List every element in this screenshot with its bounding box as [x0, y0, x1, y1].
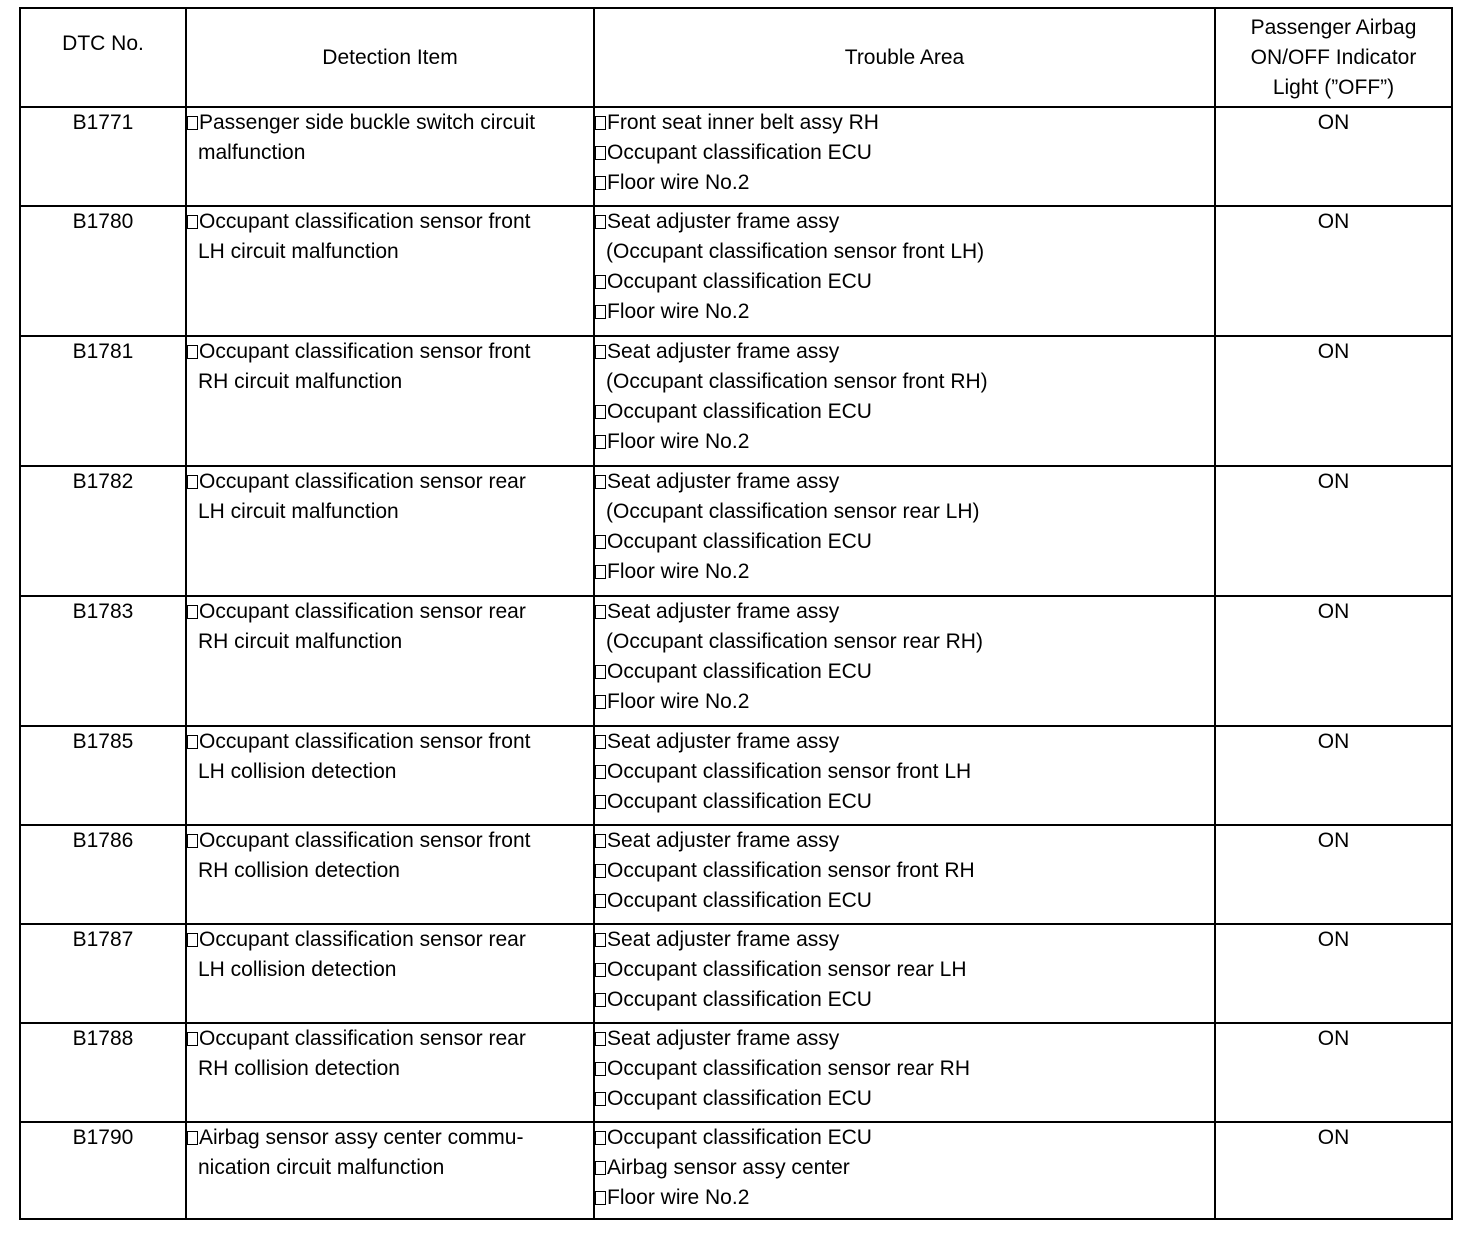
- detection-item-cell: [186, 825, 594, 924]
- trouble-area-text: Occupant classification ECU: [607, 790, 872, 813]
- header-row: [20, 8, 1452, 107]
- checkbox-bullet-icon: [595, 894, 606, 908]
- trouble-area-text: Seat adjuster frame assy: [607, 1027, 840, 1050]
- dtc-code: B1787: [20, 924, 186, 1023]
- detection-item-text: RH collision detection: [198, 859, 400, 882]
- checkbox-bullet-icon: [595, 176, 606, 190]
- checkbox-bullet-icon: [595, 405, 606, 419]
- checkbox-bullet-icon: [595, 765, 606, 779]
- trouble-area-text: Floor wire No.2: [607, 430, 750, 453]
- detection-item-line: [187, 856, 593, 886]
- trouble-area-line: [595, 787, 1214, 817]
- checkbox-bullet-icon: [187, 834, 198, 848]
- checkbox-bullet-icon: [595, 665, 606, 679]
- trouble-area-line: [595, 1084, 1214, 1114]
- trouble-area-line: [595, 427, 1214, 457]
- detection-item-line: [187, 108, 593, 138]
- detection-item-line: [187, 138, 593, 168]
- checkbox-bullet-icon: [595, 1062, 606, 1076]
- detection-item-line: [187, 955, 593, 985]
- checkbox-bullet-icon: [595, 305, 606, 319]
- dtc-code: B1771: [20, 107, 186, 206]
- trouble-area-line: [595, 657, 1214, 687]
- checkbox-bullet-icon: [595, 795, 606, 809]
- checkbox-bullet-icon: [187, 1131, 198, 1145]
- detection-item-line: [187, 627, 593, 657]
- checkbox-bullet-icon: [595, 933, 606, 947]
- trouble-area-text: (Occupant classification sensor rear RH): [606, 630, 983, 653]
- detection-item-cell: [186, 726, 594, 825]
- table-row: [20, 466, 1452, 596]
- trouble-area-line: [595, 207, 1214, 237]
- checkbox-bullet-icon: [595, 565, 606, 579]
- detection-item-text: Passenger side buckle switch circuit: [199, 111, 536, 134]
- trouble-area-text: Airbag sensor assy center: [607, 1156, 850, 1179]
- detection-item-text: Occupant classification sensor front: [199, 829, 531, 852]
- trouble-area-text: Floor wire No.2: [607, 300, 750, 323]
- dtc-code: B1790: [20, 1122, 186, 1219]
- detection-item-cell: [186, 924, 594, 1023]
- detection-item-line: [187, 727, 593, 757]
- trouble-area-text: (Occupant classification sensor front RH): [606, 370, 988, 393]
- trouble-area-cell: [594, 596, 1215, 726]
- detection-item-line: [187, 337, 593, 367]
- detection-item-text: RH circuit malfunction: [198, 370, 403, 393]
- detection-item-line: [187, 207, 593, 237]
- trouble-area-text: Occupant classification ECU: [607, 889, 872, 912]
- trouble-area-text: Floor wire No.2: [607, 690, 750, 713]
- checkbox-bullet-icon: [595, 1092, 606, 1106]
- trouble-area-line: [595, 467, 1214, 497]
- trouble-area-line: [595, 337, 1214, 367]
- trouble-area-text: Occupant classification sensor rear LH: [607, 958, 967, 981]
- trouble-area-line: [595, 627, 1214, 657]
- detection-item-text: Occupant classification sensor rear: [199, 1027, 526, 1050]
- detection-item-text: malfunction: [198, 141, 306, 164]
- trouble-area-text: Occupant classification ECU: [607, 660, 872, 683]
- detection-item-text: LH collision detection: [198, 760, 397, 783]
- detection-item-cell: [186, 336, 594, 466]
- trouble-area-text: Occupant classification ECU: [607, 141, 872, 164]
- detection-item-cell: [186, 107, 594, 206]
- table-row: [20, 924, 1452, 1023]
- trouble-area-text: Occupant classification ECU: [607, 270, 872, 293]
- trouble-area-text: Seat adjuster frame assy: [607, 470, 840, 493]
- trouble-area-cell: [594, 1023, 1215, 1122]
- detection-item-line: [187, 1123, 593, 1153]
- checkbox-bullet-icon: [187, 735, 198, 749]
- checkbox-bullet-icon: [595, 695, 606, 709]
- detection-item-text: Occupant classification sensor front: [199, 210, 531, 233]
- trouble-area-cell: [594, 924, 1215, 1023]
- checkbox-bullet-icon: [595, 475, 606, 489]
- table-row: [20, 206, 1452, 336]
- detection-item-line: [187, 237, 593, 267]
- checkbox-bullet-icon: [595, 963, 606, 977]
- dtc-code: B1785: [20, 726, 186, 825]
- trouble-area-text: Occupant classification ECU: [607, 1087, 872, 1110]
- detection-item-text: RH collision detection: [198, 1057, 400, 1080]
- table-row: [20, 1023, 1452, 1122]
- checkbox-bullet-icon: [187, 215, 198, 229]
- detection-item-line: [187, 925, 593, 955]
- trouble-area-line: [595, 597, 1214, 627]
- trouble-area-text: Floor wire No.2: [607, 560, 750, 583]
- checkbox-bullet-icon: [595, 834, 606, 848]
- trouble-area-text: Seat adjuster frame assy: [607, 730, 840, 753]
- header-detection-item: Detection Item: [186, 8, 594, 107]
- detection-item-text: LH collision detection: [198, 958, 397, 981]
- checkbox-bullet-icon: [187, 475, 198, 489]
- indicator-status: ON: [1215, 336, 1452, 466]
- checkbox-bullet-icon: [595, 435, 606, 449]
- dtc-code: B1786: [20, 825, 186, 924]
- trouble-area-line: [595, 367, 1214, 397]
- detection-item-line: [187, 757, 593, 787]
- trouble-area-cell: [594, 107, 1215, 206]
- table-row: [20, 726, 1452, 825]
- checkbox-bullet-icon: [595, 864, 606, 878]
- checkbox-bullet-icon: [595, 735, 606, 749]
- dtc-code: B1782: [20, 466, 186, 596]
- detection-item-text: Occupant classification sensor front: [199, 730, 531, 753]
- trouble-area-line: [595, 826, 1214, 856]
- trouble-area-line: [595, 1183, 1214, 1213]
- dtc-table: [19, 7, 1453, 1220]
- trouble-area-line: [595, 757, 1214, 787]
- detection-item-text: Occupant classification sensor rear: [199, 928, 526, 951]
- trouble-area-line: [595, 1123, 1214, 1153]
- dtc-code: B1780: [20, 206, 186, 336]
- checkbox-bullet-icon: [595, 116, 606, 130]
- trouble-area-line: [595, 925, 1214, 955]
- trouble-area-line: [595, 985, 1214, 1015]
- detection-item-line: [187, 597, 593, 627]
- checkbox-bullet-icon: [187, 116, 198, 130]
- detection-item-line: [187, 367, 593, 397]
- trouble-area-line: [595, 267, 1214, 297]
- detection-item-line: [187, 826, 593, 856]
- detection-item-cell: [186, 206, 594, 336]
- indicator-status: ON: [1215, 1023, 1452, 1122]
- checkbox-bullet-icon: [595, 605, 606, 619]
- trouble-area-text: (Occupant classification sensor front LH): [606, 240, 985, 263]
- table-body: [20, 107, 1452, 1219]
- header-indicator-line: ON/OFF Indicator: [1250, 45, 1417, 69]
- indicator-status: ON: [1215, 206, 1452, 336]
- checkbox-bullet-icon: [595, 535, 606, 549]
- checkbox-bullet-icon: [595, 146, 606, 160]
- dtc-code: B1781: [20, 336, 186, 466]
- checkbox-bullet-icon: [187, 605, 198, 619]
- checkbox-bullet-icon: [187, 933, 198, 947]
- checkbox-bullet-icon: [595, 345, 606, 359]
- header-indicator-line: Passenger Airbag: [1250, 15, 1417, 39]
- detection-item-cell: [186, 596, 594, 726]
- trouble-area-line: [595, 856, 1214, 886]
- detection-item-text: nication circuit malfunction: [198, 1156, 445, 1179]
- table-row: [20, 336, 1452, 466]
- detection-item-cell: [186, 466, 594, 596]
- header-indicator-line: Light (”OFF”): [1272, 75, 1395, 99]
- detection-item-text: Airbag sensor assy center commu-: [199, 1126, 524, 1149]
- trouble-area-text: Occupant classification ECU: [607, 400, 872, 423]
- trouble-area-text: Front seat inner belt assy RH: [607, 111, 879, 134]
- detection-item-text: Occupant classification sensor front: [199, 340, 531, 363]
- indicator-status: ON: [1215, 596, 1452, 726]
- trouble-area-cell: [594, 336, 1215, 466]
- header-dtc-no: DTC No.: [20, 8, 186, 107]
- checkbox-bullet-icon: [595, 275, 606, 289]
- indicator-status: ON: [1215, 1122, 1452, 1219]
- indicator-status: ON: [1215, 107, 1452, 206]
- trouble-area-line: [595, 527, 1214, 557]
- trouble-area-text: Occupant classification sensor front LH: [607, 760, 972, 783]
- trouble-area-text: Occupant classification ECU: [607, 530, 872, 553]
- trouble-area-text: Occupant classification ECU: [607, 988, 872, 1011]
- trouble-area-cell: [594, 726, 1215, 825]
- header-indicator-light: [1215, 8, 1452, 107]
- table-row: [20, 1122, 1452, 1219]
- table-row: [20, 107, 1452, 206]
- detection-item-line: [187, 467, 593, 497]
- checkbox-bullet-icon: [595, 1191, 606, 1205]
- trouble-area-line: [595, 727, 1214, 757]
- checkbox-bullet-icon: [187, 1032, 198, 1046]
- detection-item-text: Occupant classification sensor rear: [199, 470, 526, 493]
- header-trouble-area: Trouble Area: [594, 8, 1215, 107]
- trouble-area-line: [595, 237, 1214, 267]
- indicator-status: ON: [1215, 924, 1452, 1023]
- trouble-area-text: Occupant classification ECU: [607, 1126, 872, 1149]
- detection-item-line: [187, 497, 593, 527]
- checkbox-bullet-icon: [595, 1131, 606, 1145]
- table-row: [20, 596, 1452, 726]
- trouble-area-text: (Occupant classification sensor rear LH): [606, 500, 980, 523]
- trouble-area-line: [595, 108, 1214, 138]
- trouble-area-text: Seat adjuster frame assy: [607, 829, 840, 852]
- trouble-area-cell: [594, 466, 1215, 596]
- detection-item-text: LH circuit malfunction: [198, 240, 399, 263]
- indicator-status: ON: [1215, 726, 1452, 825]
- trouble-area-line: [595, 497, 1214, 527]
- dtc-code: B1788: [20, 1023, 186, 1122]
- trouble-area-text: Seat adjuster frame assy: [607, 340, 840, 363]
- indicator-status: ON: [1215, 466, 1452, 596]
- trouble-area-cell: [594, 206, 1215, 336]
- trouble-area-text: Seat adjuster frame assy: [607, 928, 840, 951]
- indicator-status: ON: [1215, 825, 1452, 924]
- trouble-area-text: Floor wire No.2: [607, 1186, 750, 1209]
- trouble-area-cell: [594, 1122, 1215, 1219]
- trouble-area-text: Occupant classification sensor front RH: [607, 859, 975, 882]
- detection-item-cell: [186, 1023, 594, 1122]
- trouble-area-line: [595, 886, 1214, 916]
- trouble-area-line: [595, 1024, 1214, 1054]
- trouble-area-cell: [594, 825, 1215, 924]
- checkbox-bullet-icon: [595, 1161, 606, 1175]
- trouble-area-line: [595, 138, 1214, 168]
- checkbox-bullet-icon: [595, 1032, 606, 1046]
- trouble-area-line: [595, 687, 1214, 717]
- trouble-area-line: [595, 168, 1214, 198]
- detection-item-text: LH circuit malfunction: [198, 500, 399, 523]
- checkbox-bullet-icon: [595, 993, 606, 1007]
- detection-item-cell: [186, 1122, 594, 1219]
- trouble-area-text: Occupant classification sensor rear RH: [607, 1057, 970, 1080]
- detection-item-text: Occupant classification sensor rear: [199, 600, 526, 623]
- trouble-area-text: Seat adjuster frame assy: [607, 600, 840, 623]
- trouble-area-text: Floor wire No.2: [607, 171, 750, 194]
- trouble-area-line: [595, 1054, 1214, 1084]
- trouble-area-line: [595, 397, 1214, 427]
- trouble-area-line: [595, 297, 1214, 327]
- trouble-area-line: [595, 955, 1214, 985]
- checkbox-bullet-icon: [595, 215, 606, 229]
- detection-item-line: [187, 1153, 593, 1183]
- trouble-area-text: Seat adjuster frame assy: [607, 210, 840, 233]
- dtc-code: B1783: [20, 596, 186, 726]
- trouble-area-line: [595, 557, 1214, 587]
- detection-item-text: RH circuit malfunction: [198, 630, 403, 653]
- trouble-area-line: [595, 1153, 1214, 1183]
- detection-item-line: [187, 1024, 593, 1054]
- detection-item-line: [187, 1054, 593, 1084]
- table-row: [20, 825, 1452, 924]
- checkbox-bullet-icon: [187, 345, 198, 359]
